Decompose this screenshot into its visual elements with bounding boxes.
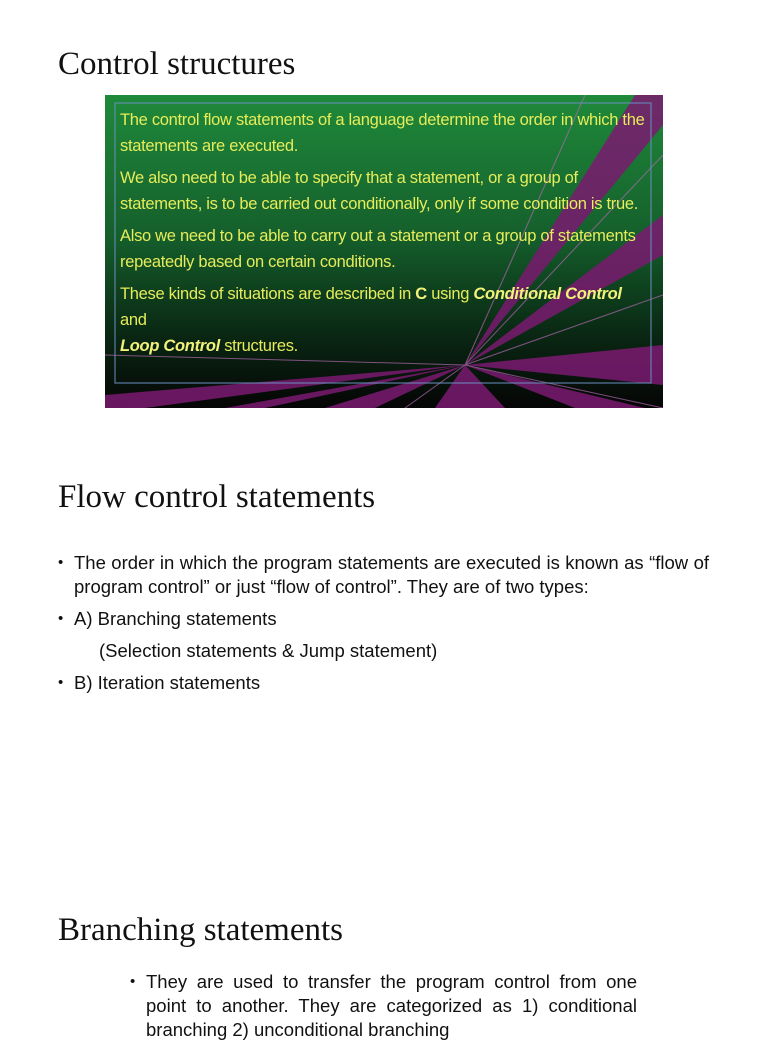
banner-paragraph-3: Also we need to be able to carry out a statement or a group of statements repeatedly based on certain conditions. (120, 227, 636, 271)
banner-p4-c: C (415, 285, 427, 303)
bullet-flow-of-control: • The order in which the program statements are executed is known as “flow of program control” or just “flow of control”. They are of two types: (58, 551, 709, 599)
banner-paragraph-1: The control flow statements of a language determine the order in which the statements are executed. (120, 111, 645, 155)
control-structures-banner-image (105, 95, 663, 408)
banner-paragraph-4 (120, 281, 648, 359)
page-title-branching-statements: Branching statements (58, 912, 344, 948)
banner-p4-and: and (120, 311, 147, 329)
bullet-transfer-program-control: • They are used to transfer the program control from one point to another. They are categorized as 1) conditional branching 2) unconditional branching (130, 970, 637, 1042)
bullet-branching-statements: • A) Branching statements (58, 607, 709, 631)
page-title-flow-control: Flow control statements (58, 479, 376, 515)
bullet-iteration-statements: • B) Iteration statements (58, 671, 709, 695)
banner-p4-loop-control: Loop Control (120, 337, 220, 355)
banner-p4-end: structures. (219, 337, 298, 355)
branching-bullet-list (130, 970, 637, 1050)
banner-p4-conditional-control: Conditional Control (473, 285, 622, 303)
banner-p4-using: using (426, 285, 474, 303)
flow-control-bullet-list (58, 551, 709, 703)
banner-paragraph-2: We also need to be able to specify that a statement, or a group of statements, is to be carried out conditionally, only if some condition is true. (120, 169, 639, 213)
banner-text (120, 107, 648, 365)
page-title-control-structures: Control structures (58, 46, 296, 82)
branching-sub-line: (Selection statements & Jump statement) (99, 640, 438, 661)
banner-p4-part-a: These kinds of situations are described in (120, 285, 416, 303)
